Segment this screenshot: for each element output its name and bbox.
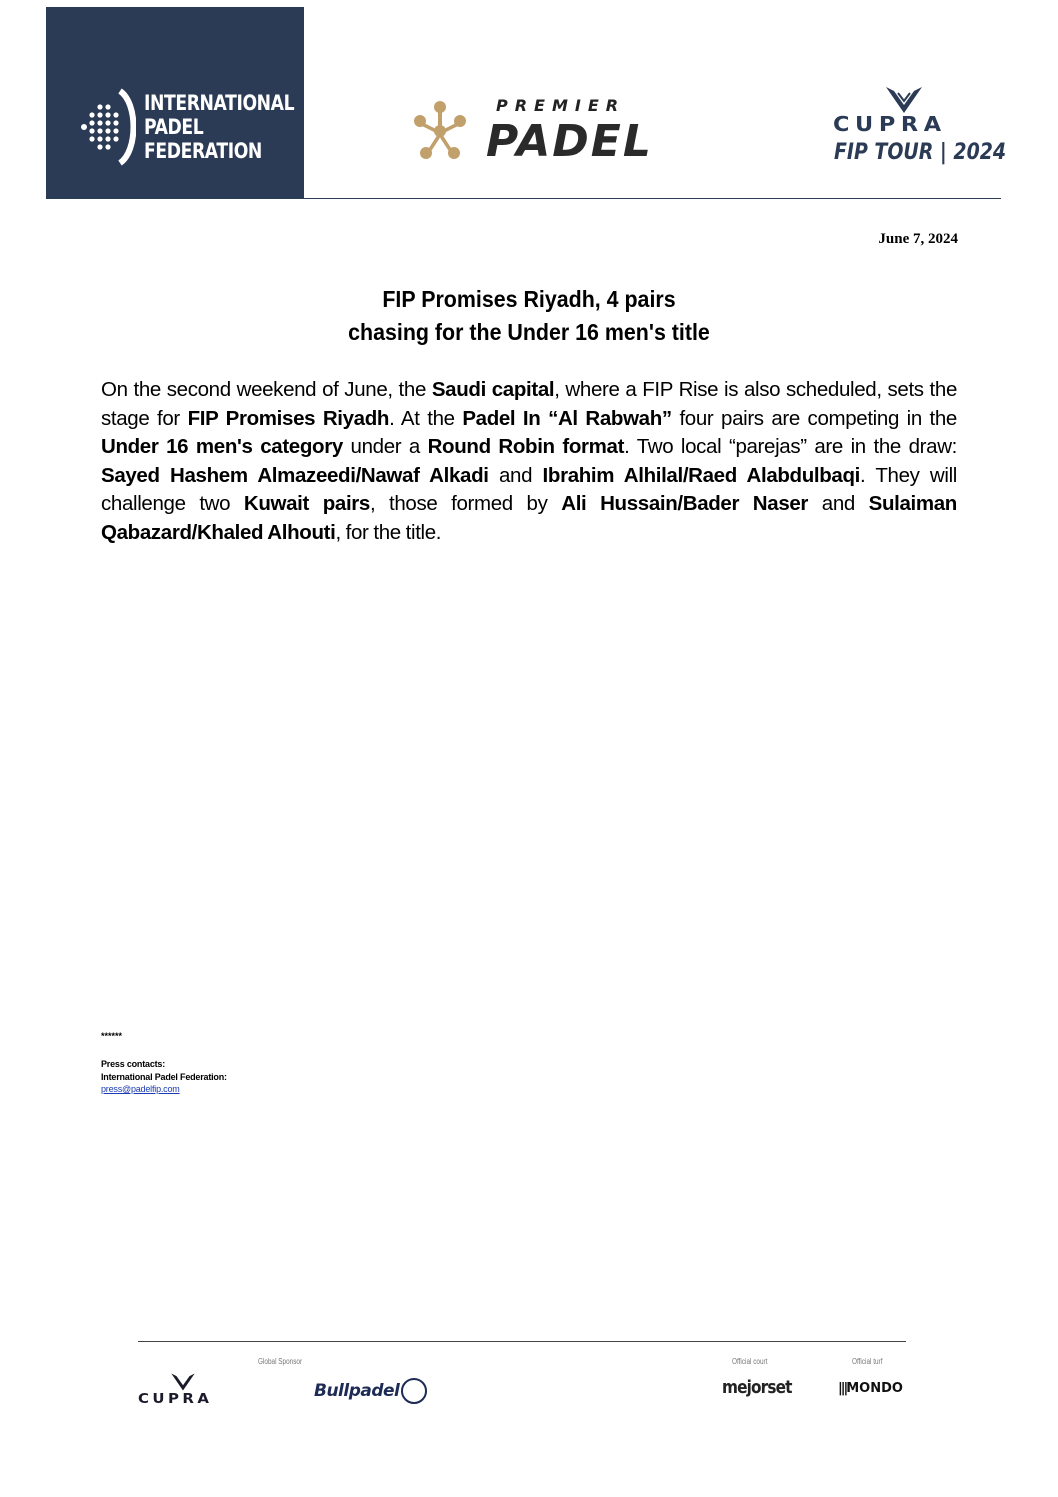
body-bold-segment: Saudi capital bbox=[431, 378, 555, 401]
press-release-date: June 7, 2024 bbox=[878, 231, 958, 247]
footer-divider bbox=[138, 1341, 906, 1342]
body-text-segment: , for the title. bbox=[335, 520, 442, 544]
body-text-segment: under a bbox=[342, 435, 428, 459]
body-bold-segment: Round Robin format bbox=[427, 435, 625, 459]
bullpadel-wordmark: Bullpadel bbox=[314, 1381, 400, 1401]
press-contacts-org-name: International Padel Federation bbox=[101, 1071, 225, 1082]
press-contacts bbox=[101, 1058, 227, 1096]
body-bold-segment: Sulaiman Qabazard/Khaled Alhouti bbox=[101, 492, 957, 544]
global-sponsor-label: Global Sponsor bbox=[258, 1357, 303, 1366]
body-text-segment: . They will challenge two bbox=[101, 463, 957, 516]
fip-logo-text bbox=[144, 91, 294, 163]
premier-padel-logo-icon bbox=[412, 98, 468, 164]
body-text-segment: . At the bbox=[389, 406, 463, 430]
body-text-segment: and bbox=[488, 463, 543, 487]
body-bold-segment: Padel In “Al Rabwah” bbox=[462, 406, 672, 430]
fip-logo-block bbox=[46, 7, 304, 199]
body-text-segment: , those formed by bbox=[369, 492, 562, 516]
fip-racket-icon bbox=[76, 87, 136, 167]
mejorset-logo: mejorset bbox=[722, 1377, 792, 1398]
mondo-stripes-icon: ||| bbox=[838, 1381, 847, 1396]
bullpadel-logo bbox=[314, 1378, 427, 1404]
body-bold-segment: Sayed Hashem Almazeedi/Nawaf Alkadi bbox=[101, 463, 489, 487]
body-bold-segment: Ibrahim Alhilal/Raed Alabdulbaqi bbox=[542, 463, 860, 487]
footer-cupra-wordmark: CUPRA bbox=[138, 1392, 213, 1407]
body-text-segment: On the second weekend of June, the bbox=[101, 378, 432, 401]
cupra-logo-icon bbox=[884, 85, 924, 115]
official-court-label: Official court bbox=[732, 1357, 768, 1366]
header-divider bbox=[46, 198, 1001, 199]
fip-logo-line: FEDERATION bbox=[144, 139, 262, 163]
body-bold-segment: Under 16 men's category bbox=[101, 435, 343, 459]
press-email-link[interactable]: press@padelfip.com bbox=[101, 1084, 180, 1094]
fip-tour-2024-text: FIP TOUR | 2024 bbox=[834, 140, 1007, 165]
body-text-segment: four pairs are competing in the bbox=[671, 406, 957, 430]
body-bold-segment: Kuwait pairs bbox=[243, 492, 370, 516]
title-line: FIP Promises Riyadh, 4 pairs bbox=[382, 286, 676, 312]
press-release-body bbox=[101, 376, 957, 548]
body-text-segment: . Two local “parejas” are in the draw: bbox=[624, 435, 957, 459]
fip-logo-line: INTERNATIONAL bbox=[144, 91, 295, 115]
body-text-segment: , where a FIP Rise is also scheduled, sets the stage for bbox=[101, 378, 957, 430]
press-contacts-org-colon: : bbox=[224, 1071, 227, 1082]
press-contacts-heading: Press contacts: bbox=[101, 1059, 166, 1069]
mondo-wordmark: MONDO bbox=[846, 1381, 903, 1396]
title-line: chasing for the Under 16 men's title bbox=[348, 319, 710, 345]
body-bold-segment: Ali Hussain/Bader Naser bbox=[561, 492, 809, 516]
official-turf-label: Official turf bbox=[852, 1357, 883, 1366]
premier-padel-small-text: PREMIER bbox=[496, 96, 626, 115]
cupra-wordmark: CUPRA bbox=[833, 112, 947, 136]
body-bold-segment: FIP Promises Riyadh bbox=[187, 406, 390, 430]
body-text-segment: and bbox=[808, 492, 869, 516]
press-contacts-org bbox=[101, 1071, 227, 1084]
footer-cupra-icon bbox=[170, 1372, 196, 1392]
bullpadel-ring-icon bbox=[401, 1378, 427, 1404]
mondo-logo bbox=[838, 1381, 903, 1396]
separator-stars: ****** bbox=[101, 1031, 123, 1041]
fip-logo-line: PADEL bbox=[144, 115, 204, 139]
press-release-title bbox=[130, 283, 928, 349]
premier-padel-big-text: PADEL bbox=[486, 116, 653, 167]
